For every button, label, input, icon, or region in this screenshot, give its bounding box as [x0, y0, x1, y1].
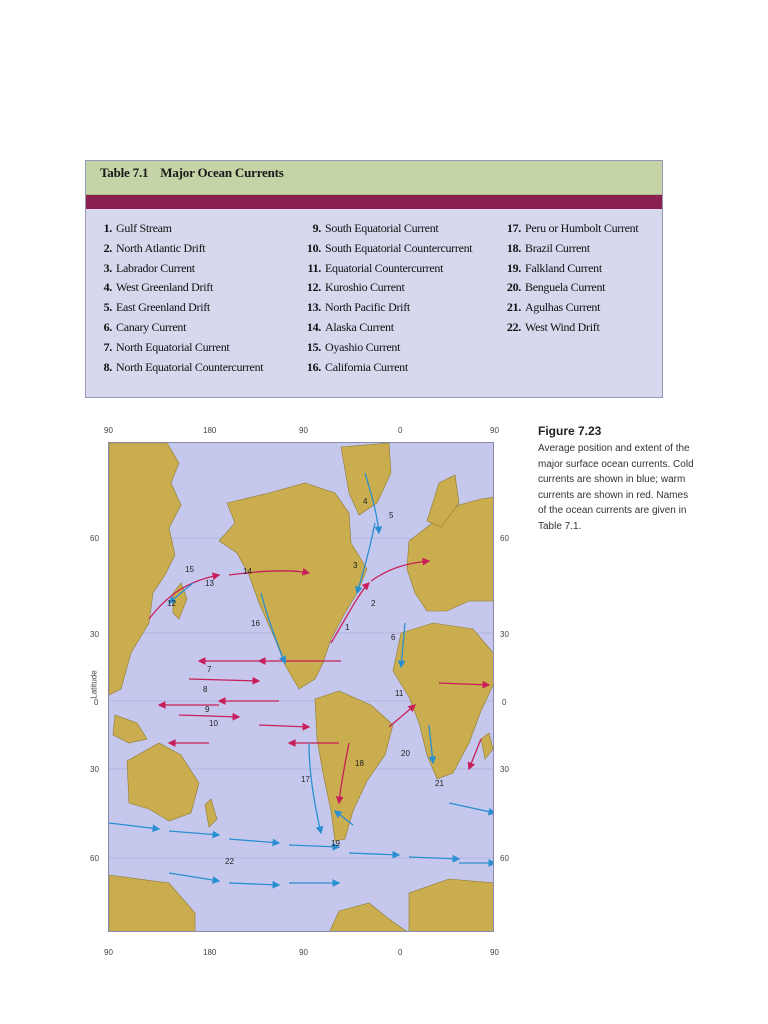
latitude-label: 60	[90, 534, 99, 543]
current-row	[96, 318, 263, 338]
current-name: California Current	[325, 359, 408, 374]
latitude-label: 30	[90, 630, 99, 639]
south-america-continent	[315, 691, 393, 841]
current-label-16: 16	[251, 619, 260, 628]
world-map	[108, 442, 494, 932]
current-row	[298, 358, 472, 378]
current-number: 3.	[103, 260, 112, 275]
table-title	[100, 165, 284, 181]
latitude-label: 30	[500, 630, 509, 639]
longitude-label: 90	[104, 948, 113, 957]
current-label-15: 15	[185, 565, 194, 574]
current-label-10: 10	[209, 719, 218, 728]
figure-caption	[538, 424, 698, 534]
current-number: 8.	[103, 359, 112, 374]
australia-continent	[127, 743, 199, 821]
current-label-2: 2	[371, 599, 376, 608]
latitude-label: 30	[500, 765, 509, 774]
table-column-2	[298, 219, 472, 377]
current-name: Peru or Humbolt Current	[525, 221, 639, 235]
current-label-22: 22	[225, 857, 234, 866]
current-name: Labrador Current	[116, 260, 195, 275]
longitude-label: 90	[299, 948, 308, 957]
current-label-7: 7	[207, 665, 212, 674]
current-label-13: 13	[205, 579, 214, 588]
longitude-label: 90	[104, 426, 113, 435]
current-row	[498, 219, 638, 239]
antarctica-continent	[329, 903, 409, 932]
current-row	[298, 318, 472, 338]
current-name: East Greenland Drift	[116, 300, 210, 315]
current-number: 11.	[307, 260, 321, 275]
asia-landmass	[109, 443, 181, 695]
current-number: 13.	[306, 300, 321, 315]
current-number: 17.	[506, 221, 521, 235]
current-name: Brazil Current	[525, 240, 590, 255]
current-label-6: 6	[391, 633, 396, 642]
current-label-20: 20	[401, 749, 410, 758]
current-name: Equatorial Countercurrent	[325, 260, 444, 275]
current-number: 6.	[103, 319, 112, 334]
current-row	[498, 298, 638, 318]
current-name: North Equatorial Countercurrent	[116, 359, 264, 374]
current-row	[498, 278, 638, 298]
current-name: Alaska Current	[325, 319, 394, 334]
current-row	[298, 259, 472, 279]
current-name: Agulhas Current	[525, 300, 601, 315]
longitude-label: 180	[203, 426, 217, 435]
current-label-21: 21	[435, 779, 444, 788]
current-row	[498, 318, 638, 338]
table-number: Table 7.1	[100, 165, 149, 180]
latitude-label: 60	[500, 854, 509, 863]
current-name: Falkland Current	[525, 260, 602, 275]
madagascar-island	[481, 733, 493, 759]
current-number: 9.	[312, 221, 321, 235]
current-name: Canary Current	[116, 319, 187, 334]
current-number: 7.	[103, 339, 112, 354]
current-row	[298, 239, 472, 259]
antarctica-continent	[109, 875, 195, 932]
current-number: 20.	[506, 280, 521, 295]
current-number: 22.	[506, 319, 521, 334]
current-label-9: 9	[205, 705, 210, 714]
longitude-label: 0	[398, 948, 403, 957]
longitude-label: 180	[203, 948, 217, 957]
current-name: South Equatorial Current	[325, 221, 439, 235]
latitude-label: 0	[502, 698, 507, 707]
table-header	[86, 161, 662, 195]
current-number: 2.	[103, 240, 112, 255]
current-row	[96, 298, 263, 318]
table-title-text: Major Ocean Currents	[160, 165, 284, 180]
current-label-3: 3	[353, 561, 358, 570]
current-name: West Greenland Drift	[116, 280, 213, 295]
longitude-label: 90	[490, 948, 499, 957]
table-column-3	[498, 219, 638, 338]
current-label-1: 1	[345, 623, 350, 632]
current-row	[498, 239, 638, 259]
current-label-4: 4	[363, 497, 368, 506]
current-number: 19.	[506, 260, 521, 275]
current-number: 18.	[506, 240, 521, 255]
current-name: Gulf Stream	[116, 221, 172, 235]
current-label-5: 5	[389, 511, 394, 520]
current-name: North Pacific Drift	[325, 300, 410, 315]
current-name: North Atlantic Drift	[116, 240, 206, 255]
north-america-continent	[219, 483, 367, 689]
current-name: West Wind Drift	[525, 319, 600, 334]
antarctica-continent	[409, 879, 494, 932]
current-number: 16.	[306, 359, 321, 374]
latitude-label: 60	[500, 534, 509, 543]
current-row	[96, 239, 263, 259]
current-label-19: 19	[331, 839, 340, 848]
latitude-axis-label: Latitude	[89, 670, 99, 699]
current-row	[96, 338, 263, 358]
current-row	[96, 278, 263, 298]
current-number: 10.	[306, 240, 321, 255]
current-name: North Equatorial Current	[116, 339, 230, 354]
indonesia-islands	[113, 715, 147, 743]
current-name: Kuroshio Current	[325, 280, 405, 295]
current-row	[298, 219, 472, 239]
table-divider-band	[86, 195, 662, 209]
current-row	[96, 358, 263, 378]
current-row	[96, 219, 263, 239]
current-number: 14.	[306, 319, 321, 334]
current-label-14: 14	[243, 567, 252, 576]
current-name: Benguela Current	[525, 280, 606, 295]
current-name: South Equatorial Countercurrent	[325, 240, 473, 255]
current-number: 12.	[306, 280, 321, 295]
current-label-8: 8	[203, 685, 208, 694]
figure-description: Average position and extent of the major surface ocean currents. Cold currents are shown in blue; warm currents are shown in red. Names of the ocean currents are given in Table 7.1.	[538, 443, 694, 532]
current-label-11: 11	[395, 689, 404, 698]
current-number: 5.	[103, 300, 112, 315]
ocean-currents-table	[85, 160, 663, 398]
new-zealand-island	[205, 799, 217, 827]
latitude-label: 0	[94, 698, 99, 707]
longitude-label: 90	[490, 426, 499, 435]
current-row	[298, 338, 472, 358]
longitude-label: 0	[398, 426, 403, 435]
current-row	[498, 259, 638, 279]
latitude-label: 30	[90, 765, 99, 774]
current-number: 21.	[506, 300, 521, 315]
current-row	[298, 278, 472, 298]
latitude-label: 60	[90, 854, 99, 863]
current-label-17: 17	[301, 775, 310, 784]
longitude-label: 90	[299, 426, 308, 435]
current-number: 4.	[103, 280, 112, 295]
current-row	[96, 259, 263, 279]
current-number: 1.	[103, 221, 112, 235]
current-name: Oyashio Current	[325, 339, 401, 354]
table-column-1	[96, 219, 263, 377]
map-drawing	[109, 443, 494, 932]
current-row	[298, 298, 472, 318]
current-label-18: 18	[355, 759, 364, 768]
ocean-currents-map-figure	[88, 420, 513, 965]
current-label-12: 12	[167, 599, 176, 608]
current-number: 15.	[306, 339, 321, 354]
figure-number: Figure 7.23	[538, 424, 602, 438]
